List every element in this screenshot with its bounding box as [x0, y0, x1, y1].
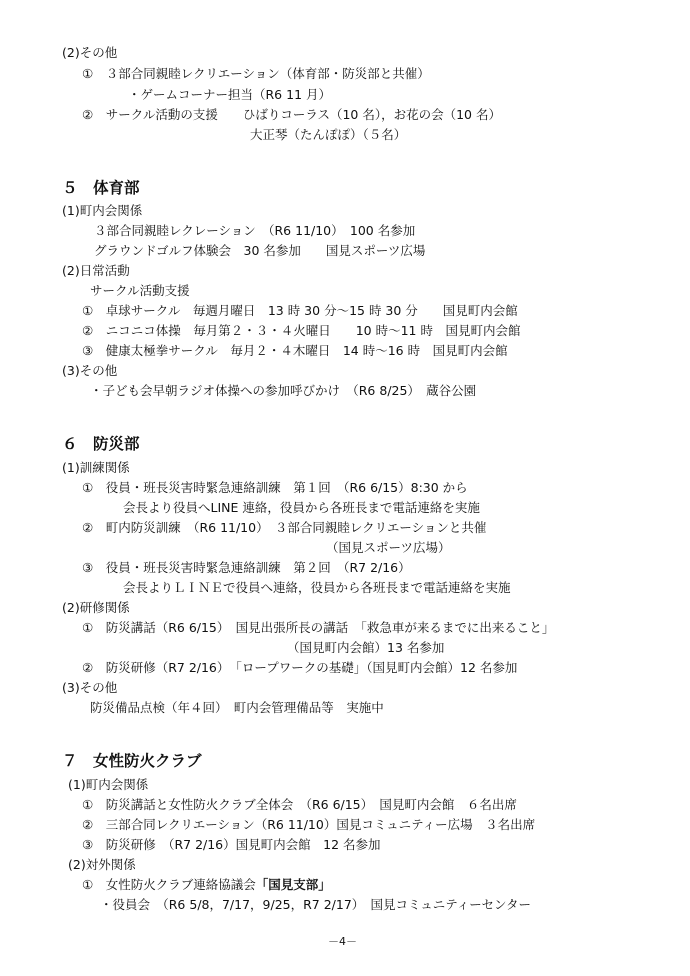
list-item: ・子ども会早朝ラジオ体操への参加呼びかけ （R6 8/25） 蔵谷公園 — [90, 383, 477, 398]
list-item: （国見スポーツ広場） — [326, 540, 451, 555]
list-item: ① 役員・班長災害時緊急連絡訓練 第１回 （R6 6/15）8:30 から — [82, 480, 468, 495]
list-item: ② ニコニコ体操 毎月第２・３・４火曜日 10 時〜11 時 国見町内会館 — [82, 323, 521, 338]
list-item-text: ① 女性防火クラブ連絡協議会 — [82, 877, 256, 892]
subsection-heading: (3)その他 — [62, 363, 118, 378]
subsection-heading: (2)対外関係 — [68, 857, 136, 872]
subsection-heading: (2)研修関係 — [62, 600, 130, 615]
list-item: 防災備品点検（年４回） 町内会管理備品等 実施中 — [90, 700, 384, 715]
subsection-heading: (1)訓練関係 — [62, 460, 130, 475]
list-item: グラウンドゴルフ体験会 30 名参加 国見スポーツ広場 — [94, 243, 426, 258]
list-item: ② 町内防災訓練 （R6 11/10） ３部合同親睦レクリエーションと共催 — [82, 520, 487, 535]
subsection-heading: (1)町内会関係 — [62, 203, 143, 218]
list-item: 大正琴（たんぽぽ）（５名） — [250, 127, 407, 142]
list-item: （国見町内会館）13 名参加 — [287, 640, 445, 655]
list-item: ① ３部合同親睦レクリエーション（体育部・防災部と共催） — [82, 66, 430, 81]
list-item: サークル活動支援 — [90, 283, 190, 298]
list-item: ・ゲームコーナー担当（R6 11 月） — [128, 87, 331, 102]
list-item: ③ 防災研修 （R7 2/16）国見町内会館 12 名参加 — [82, 837, 381, 852]
list-item: ② サークル活動の支援 ひばりコーラス（10 名），お花の会（10 名） — [82, 107, 501, 122]
subsection-heading: (3)その他 — [62, 680, 118, 695]
list-item: 会長よりＬＩＮＥで役員へ連絡，役員から各班長まで電話連絡を実施 — [123, 580, 511, 595]
list-item: ③ 健康太極拳サークル 毎月２・４木曜日 14 時〜16 時 国見町内会館 — [82, 343, 508, 358]
branch-name: 「国見支部」 — [255, 877, 331, 892]
list-item: ① 防災講話と女性防火クラブ全体会 （R6 6/15） 国見町内会館 ６名出席 — [82, 797, 517, 812]
list-item: ① 防災講話（R6 6/15） 国見出張所長の講話 「救急車が来るまでに出来ること」 — [82, 620, 555, 635]
list-item: ① 卓球サークル 毎週月曜日 13 時 30 分〜15 時 30 分 国見町内会館 — [82, 303, 518, 318]
subsection-heading: (2)日常活動 — [62, 263, 130, 278]
subsection-heading: (1)町内会関係 — [68, 777, 149, 792]
section-heading: ７ 女性防火クラブ — [62, 752, 202, 770]
list-item: ・役員会 （R6 5/8，7/17，9/25，R7 2/17） 国見コミュニティーセンター — [100, 897, 532, 912]
list-item: ② 防災研修（R7 2/16） 「ロープワークの基礎」（国見町内会館）12 名参加 — [82, 660, 518, 675]
list-item — [82, 877, 331, 893]
section-heading: ５ 体育部 — [62, 179, 140, 197]
list-item: 会長より役員へLINE 連絡，役員から各班長まで電話連絡を実施 — [123, 500, 480, 515]
list-item: ③ 役員・班長災害時緊急連絡訓練 第２回 （R7 2/16） — [82, 560, 411, 575]
section-heading: ６ 防災部 — [62, 435, 140, 453]
list-item: ② 三部合同レクリエーション（R6 11/10）国見コミュニティー広場 ３名出席 — [82, 817, 536, 832]
list-item: ３部合同親睦レクレーション （R6 11/10） 100 名参加 — [94, 223, 416, 238]
subsection-heading: (2)その他 — [62, 45, 118, 60]
page-number: －4－ — [328, 935, 357, 948]
